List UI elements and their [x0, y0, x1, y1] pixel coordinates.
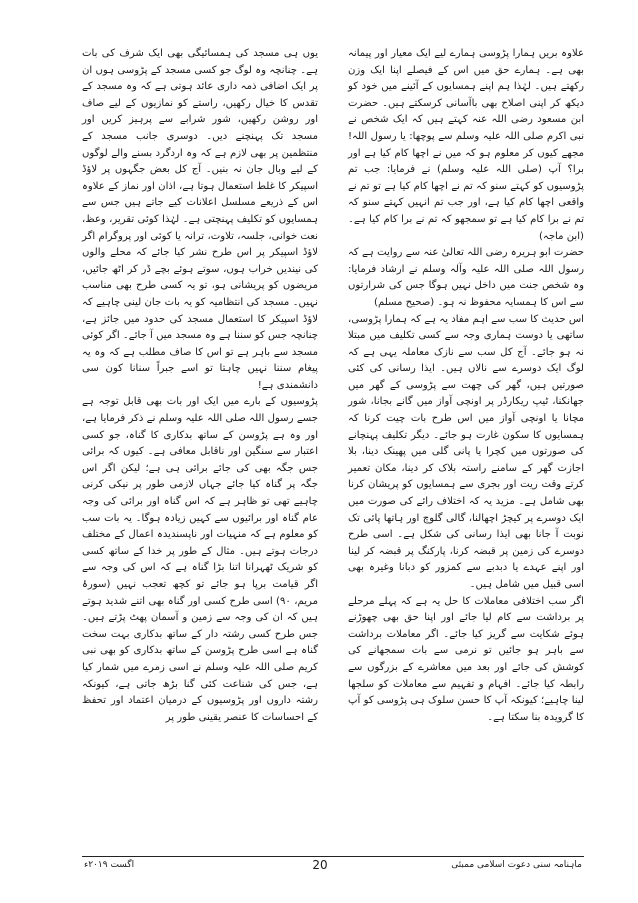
left-text-column — [82, 46, 318, 726]
page-number: 20 — [312, 858, 328, 872]
paragraph: یوں ہی مسجد کی ہمسائیگی بھی ایک شرف کی بات ہے۔ چنانچہ وہ لوگ جو کسی مسجد کے پڑوسی ہوں ان پر ایک اضافی ذمہ داری عائد ہوتی ہے کہ وہ مسجد کے تقدس کا خیال رکھیں، راستے کو نمازیوں کے لیے صاف اور روشن رکھیں، شور شرابے سے پرہیز کریں اور مسجد تک پہنچنے دیں۔ دوسری جانب مسجد کے منتظمین پر بھی لازم ہے کہ وہ اردگرد بسنے والے لوگوں کے لیے وبال جان نہ بنیں۔ آج کل بعض جگہوں پر لاؤڈ اسپیکر کا غلط استعمال ہوتا ہے، اذان اور نماز کے علاوہ اس کے ذریعے مسلسل اعلانات کیے جاتے ہیں جس سے ہمسایوں کو تکلیف پہنچتی ہے۔ لہٰذا کوئی تقریر، وعظ، نعت خوانی، جلسہ، تلاوت، ترانہ یا کوئی اور پروگرام اگر لاؤڈ اسپیکر پر اس طرح نشر کیا جائے کہ محلے والوں کی نیندیں خراب ہوں، سوتے ہوئے بچے ڈر کر اٹھ جائیں، مریضوں کو پریشانی ہو، تو یہ کسی طرح بھی مناسب نہیں۔ مسجد کی انتظامیہ کو یہ بات جان لینی چاہیے کہ لاؤڈ اسپیکر کا استعمال مسجد کی حدود میں جائز ہے، چنانچہ جس کو سننا ہے وہ مسجد میں آ جائے۔ اگر کوئی مسجد سے باہر ہے تو اس کا صاف مطلب ہے کہ وہ یہ پیغام سننا نہیں چاہتا تو اسے جبراً سنانا کون سی دانشمندی ہے! — [82, 48, 318, 391]
paragraph: علاوہ بریں ہمارا پڑوسی ہمارے لیے ایک معیار اور پیمانہ بھی ہے۔ ہمارے حق میں اس کے فیصلے اپنا ایک وزن رکھتے ہیں۔ لہٰذا ہم اپنے ہمسایوں کے آئینے میں خود کو دیکھ کر اپنی اصلاح بھی باآسانی کرسکتے ہیں۔ حضرت ابن مسعود رضی اللہ عنہ کہتے ہیں کہ ایک شخص نے نبی اکرم صلی اللہ علیہ وسلم سے پوچھا: یا رسول اللہ! مجھے کیوں کر معلوم ہو کہ میں نے اچھا کام کیا ہے اور برا؟ آپ (صلی اللہ علیہ وسلم) نے فرمایا: جب تم پڑوسیوں کو کہتے سنو کہ تم نے اچھا کام کیا ہے تو تم نے واقعی اچھا کام کیا ہے، اور جب تم انہیں کہتے سنو کہ تم نے برا کام کیا ہے تو سمجھو کہ تم نے برا کام کیا ہے۔ (ابن ماجہ) — [348, 48, 584, 242]
footer-magazine-name: ماہنامہ سنی دعوت اسلامی ممبئی — [451, 860, 582, 870]
footer-issue-date: اگست ۲۰۱۹ء — [84, 860, 135, 870]
paragraph: پڑوسیوں کے بارے میں ایک اور بات بھی قابل توجہ ہے جسے رسول اللہ صلی اللہ علیہ وسلم نے ذکر فرمایا ہے، اور وہ ہے پڑوسن کے ساتھ بدکاری کا گناہ، جو کسی اعتبار سے سنگین اور ناقابل معافی ہے۔ کیوں کہ برائی جس جگہ بھی کی جائے برائی ہی ہے؛ لیکن اگر اس جگہ پر گناہ کیا جائے جہاں لازمی طور پر نیکی کرنی چاہیے تھی تو ظاہر ہے کہ اس گناہ اور برائی کی وجہ عام گناہ اور برائیوں سے کہیں زیادہ ہوگا۔ یہ بات سب کو معلوم ہے کہ منہیات اور ناپسندیدہ اعمال کے مختلف درجات ہوتے ہیں۔ مثال کے طور پر خدا کے ساتھ کسی کو شریک ٹھہرانا اتنا بڑا گناہ ہے کہ اس کی وجہ سے اگر قیامت برپا ہو جائے تو کچھ تعجب نہیں (سورۂ مریم، ۹۰) اسی طرح کسی اور گناہ بھی اتنے شدید ہوتے ہیں کہ ان کی وجہ سے زمین و آسمان پھٹ پڑتے ہیں۔ جس طرح کسی رشتہ دار کے ساتھ بدکاری بہت سخت گناہ ہے اسی طرح پڑوسن کے ساتھ بدکاری کو بھی نبی کریم صلی اللہ علیہ وسلم نے اسی زمرے میں شمار کیا ہے، جس کی شناعت کئی گنا بڑھ جاتی ہے، کیونکہ رشتہ داروں اور پڑوسیوں کے درمیان اعتماد اور تحفظ کے احساسات کا عنصر یقینی طور پر — [82, 396, 318, 723]
footer-divider — [82, 856, 584, 857]
paragraph: اگر سب اختلافی معاملات کا حل یہ ہے کہ پہلے مرحلے پر برداشت سے کام لیا جائے اور اپنا حق بھی چھوڑنے ہوئے شکایت سے گریز کیا جائے۔ اگر معاملات برداشت سے باہر ہو جائیں تو نرمی سے بات سمجھانے کی کوشش کی جائے اور بعد میں معاشرے کے بزرگوں سے رابطہ کیا جائے۔ افہام و تفہیم سے معاملات کو سلجھا لینا چاہیے؛ کیونکہ آپ کا حسن سلوک ہی پڑوسی کو آپ کا گرویدہ بنا سکتا ہے۔ — [348, 595, 584, 723]
paragraph: اس حدیث کا سب سے اہم مفاد یہ ہے کہ ہمارا پڑوسی، ساتھی یا دوست ہماری وجہ سے کسی تکلیف میں مبتلا نہ ہو جائے۔ آج کل سب سے نازک معاملہ یہی ہے کہ لوگ ایک دوسرے سے نالاں ہیں۔ ایذا رسانی کی کئی صورتیں ہیں، گھر کی چھت سے پڑوسی کے گھر میں جھانکنا، ٹیپ ریکارڈر پر اونچی آواز میں گانے بجانا، شور مچانا یا اونچی آواز میں اس طرح بات چیت کرنا کہ ہمسایوں کا سکون غارت ہو جائے۔ دیگر تکلیف پہنچانے کی صورتوں میں کچرا یا پانی گلی میں پھینک دینا، بلا اجازت گھر کے سامنے راستہ بلاک کر دینا، مکان تعمیر کرتے وقت ریت اور بجری سے ہمسایوں کو پریشان کرنا بھی شامل ہے۔ مزید یہ کہ اختلاف رائے کی صورت میں ایک دوسرے پر کیچڑ اچھالنا، گالی گلوچ اور ہاتھا پائی تک نوبت آ جانا بھی ایذا رسانی کی شکل ہے۔ اسی طرح دوسرے کی زمین پر قبضہ کرنا، پارکنگ پر قبضہ کر لینا اور اپنے عہدے یا دبدبے سے کمزور کو دبانا وغیرہ بھی اسی قبیل میں شامل ہیں۔ — [348, 313, 584, 590]
right-text-column — [348, 46, 584, 726]
paragraph: حضرت ابو ہریرہ رضی اللہ تعالیٰ عنہ سے روایت ہے کہ رسول اللہ صلی اللہ علیہ وآلہ وسلم نے ارشاد فرمایا: وہ شخص جنت میں داخل نہیں ہوگا جس کی شرارتوں سے اس کا ہمسایہ محفوظ نہ ہو۔ (صحیح مسلم) — [348, 247, 584, 308]
